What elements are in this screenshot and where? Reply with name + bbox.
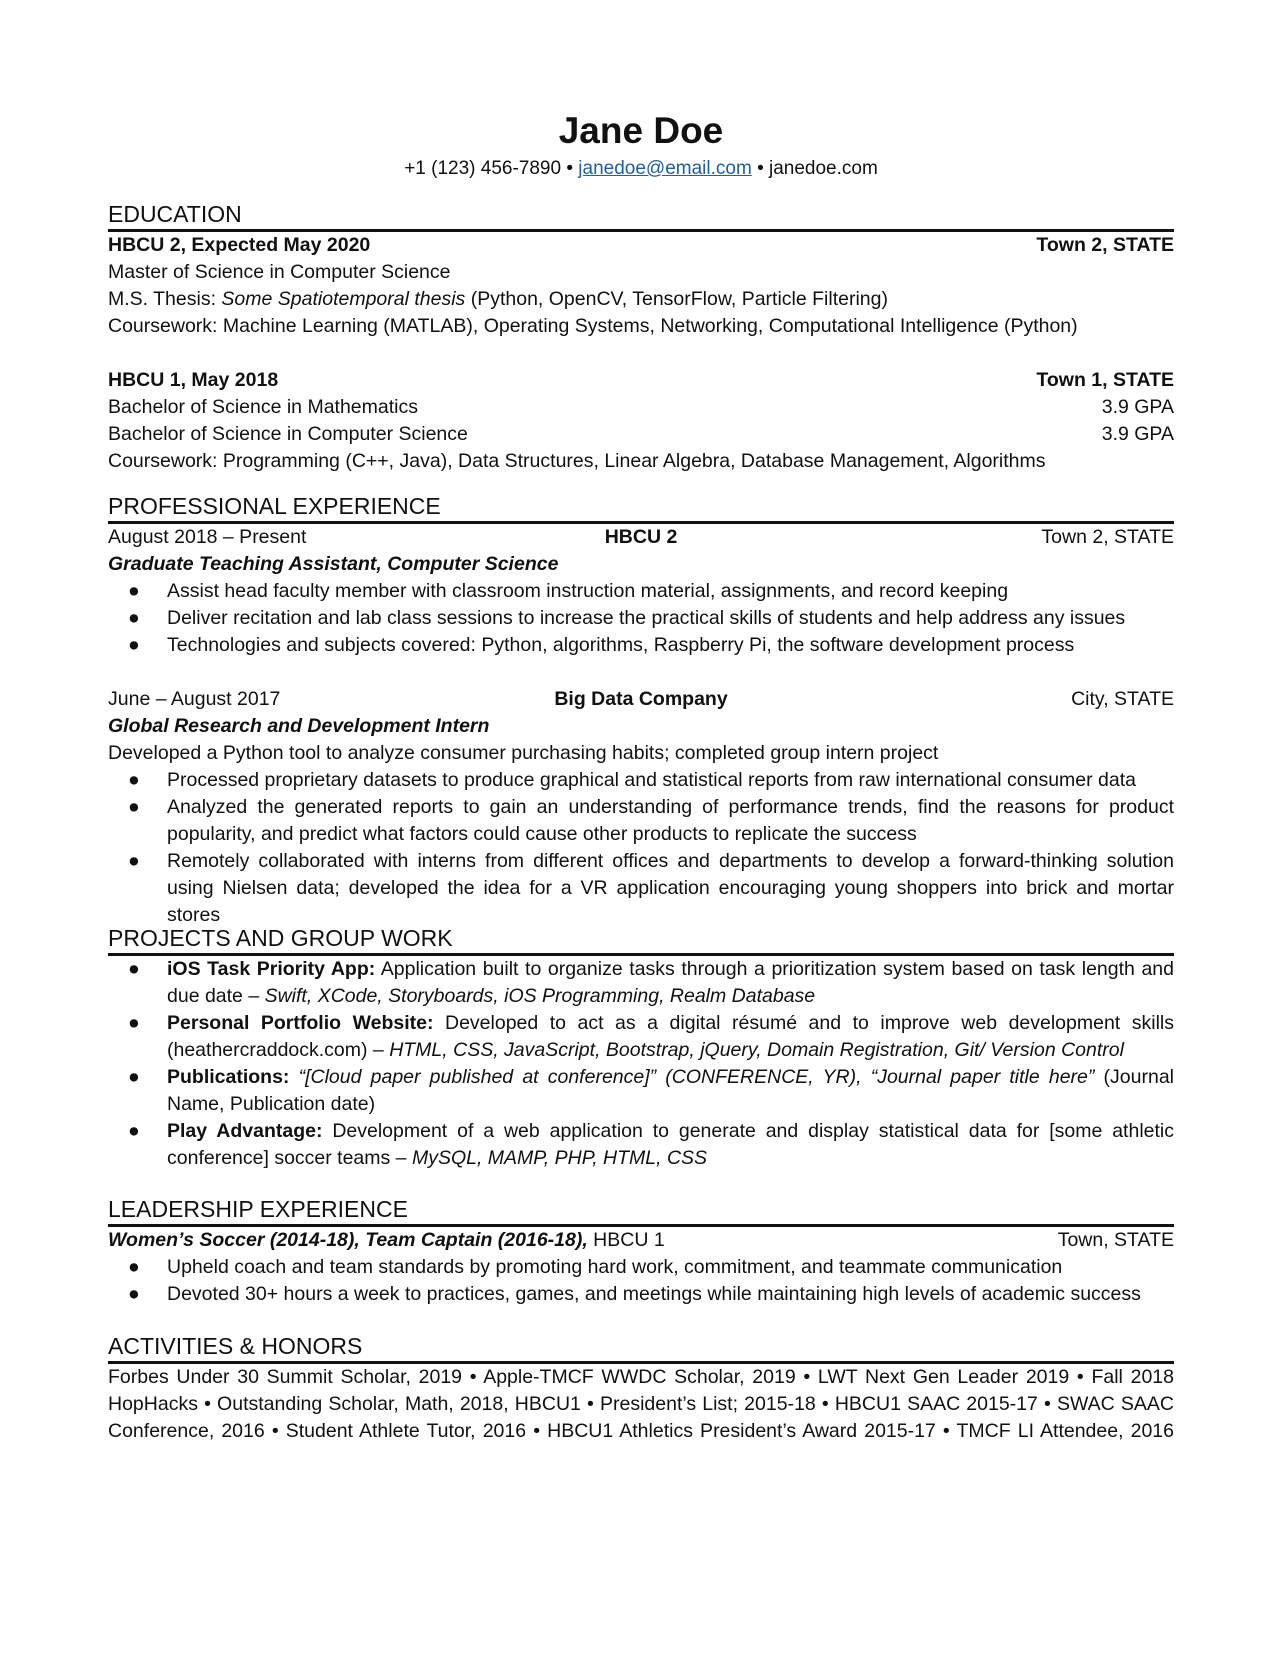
honors-section [108, 1332, 1174, 1445]
job-dates: June – August 2017 [108, 688, 281, 710]
separator-dot: • [566, 158, 573, 179]
section-title: PROFESSIONAL EXPERIENCE [108, 493, 441, 519]
job-dates: August 2018 – Present [108, 526, 307, 548]
project-list [108, 956, 1174, 1172]
job-role: Global Research and Development Intern [108, 715, 490, 737]
education-section [108, 200, 1174, 475]
email-link[interactable]: janedoe@email.com [578, 158, 752, 179]
job-bullets [108, 767, 1174, 929]
job-location: City, STATE [1071, 688, 1174, 710]
section-title: LEADERSHIP EXPERIENCE [108, 1196, 408, 1222]
list-item: ● Play Advantage: Development of a web application to generate and display statistical data for [some athletic conference] soccer teams – MySQL, MAMP, PHP, HTML, CSS [128, 1120, 1174, 1169]
school-name: HBCU 1, May 2018 [108, 369, 279, 391]
section-title: EDUCATION [108, 201, 242, 227]
job-org: HBCU 2 [604, 526, 678, 548]
list-item: ● Upheld coach and team standards by promoting hard work, commitment, and teammate communication [128, 1256, 1063, 1278]
honors-line: Forbes Under 30 Summit Scholar, 2019 • Apple-TMCF WWDC Scholar, 2019 • LWT Next Gen Leader 2019 • Fall 2018 [108, 1366, 1174, 1388]
list-item: ● Personal Portfolio Website: Developed to act as a digital résumé and to improve web development skills (heathercraddock.com) – HTML, CSS, JavaScript, Bootstrap, jQuery, Domain Registration, Git/ Version Control [128, 1012, 1174, 1061]
coursework: Coursework: Programming (C++, Java), Data Structures, Linear Algebra, Database Management, Algorithms [108, 450, 1046, 472]
website: janedoe.com [769, 158, 878, 179]
job-bullets [108, 578, 1174, 659]
list-item: ● Technologies and subjects covered: Python, algorithms, Raspberry Pi, the software development process [128, 634, 1075, 656]
section-title: ACTIVITIES & HONORS [108, 1333, 363, 1359]
school-location: Town 1, STATE [1036, 369, 1174, 391]
list-item: ● Processed proprietary datasets to produce graphical and statistical reports from raw international consumer data [128, 769, 1136, 791]
thesis-label: M.S. Thesis: [108, 288, 222, 310]
school-name: HBCU 2, Expected May 2020 [108, 234, 371, 256]
honors-line: HopHacks • Outstanding Scholar, Math, 2018, HBCU1 • President’s List; 2015-18 • HBCU1 SAAC 2015-17 • SWAC SAAC [108, 1393, 1174, 1415]
list-item: ● iOS Task Priority App: Application built to organize tasks through a prioritization system based on task length and due date – Swift, XCode, Storyboards, iOS Programming, Realm Database [128, 958, 1174, 1007]
gpa: 3.9 GPA [1101, 423, 1174, 445]
section-title: PROJECTS AND GROUP WORK [108, 925, 453, 951]
candidate-name: Jane Doe [558, 110, 724, 151]
gpa: 3.9 GPA [1101, 396, 1174, 418]
school-location: Town 2, STATE [1036, 234, 1174, 256]
list-item: ● Assist head faculty member with classroom instruction material, assignments, and record keeping [128, 580, 1009, 602]
job-role: Graduate Teaching Assistant, Computer Science [108, 553, 559, 575]
leadership-location: Town, STATE [1057, 1229, 1174, 1251]
job-summary: Developed a Python tool to analyze consumer purchasing habits; completed group intern project [108, 742, 939, 764]
separator-dot: • [757, 158, 764, 179]
degree: Bachelor of Science in Mathematics [108, 396, 418, 418]
thesis-line [108, 286, 1174, 313]
leadership-bullets [108, 1254, 1174, 1308]
list-item: ● Publications: “[Cloud paper published at conference]” (CONFERENCE, YR), “Journal paper title here” (Journal Name, Publication date) [128, 1066, 1175, 1115]
job-location: Town 2, STATE [1041, 526, 1174, 548]
leadership-role-line: Women’s Soccer (2014-18), Team Captain (2016-18), HBCU 1 [108, 1229, 665, 1251]
thesis-title: Some Spatiotemporal thesis [221, 288, 466, 310]
degree: Bachelor of Science in Computer Science [108, 423, 468, 445]
contact-line [108, 158, 1174, 180]
list-item: ● Devoted 30+ hours a week to practices, games, and meetings while maintaining high levels of academic success [128, 1283, 1141, 1305]
degree: Master of Science in Computer Science [108, 261, 451, 283]
leadership-section [108, 1195, 1174, 1308]
experience-section [108, 492, 1174, 929]
thesis-tools: (Python, OpenCV, TensorFlow, Particle Filtering) [465, 288, 888, 310]
honors-list [108, 1364, 1174, 1445]
list-item: ● Analyzed the generated reports to gain an understanding of performance trends, find the reasons for product popularity, and predict what factors could cause other products to replicate the success [128, 796, 1174, 845]
phone-number: +1 (123) 456-7890 [404, 158, 562, 179]
list-item: ● Deliver recitation and lab class sessions to increase the practical skills of students and help address any issues [128, 607, 1126, 629]
list-item: ● Remotely collaborated with interns from different offices and departments to develop a forward-thinking solution using Nielsen data; developed the idea for a VR application encouraging young shoppers into brick and mortar stores [128, 850, 1174, 926]
job-org: Big Data Company [554, 688, 728, 710]
honors-line: Conference, 2016 • Student Athlete Tutor, 2016 • HBCU1 Athletics President’s Award 2015-17 • TMCF LI Attendee, 2016 [108, 1420, 1174, 1442]
projects-section [108, 924, 1174, 1172]
coursework: Coursework: Machine Learning (MATLAB), Operating Systems, Networking, Computational Intelligence (Python) [108, 315, 1078, 337]
